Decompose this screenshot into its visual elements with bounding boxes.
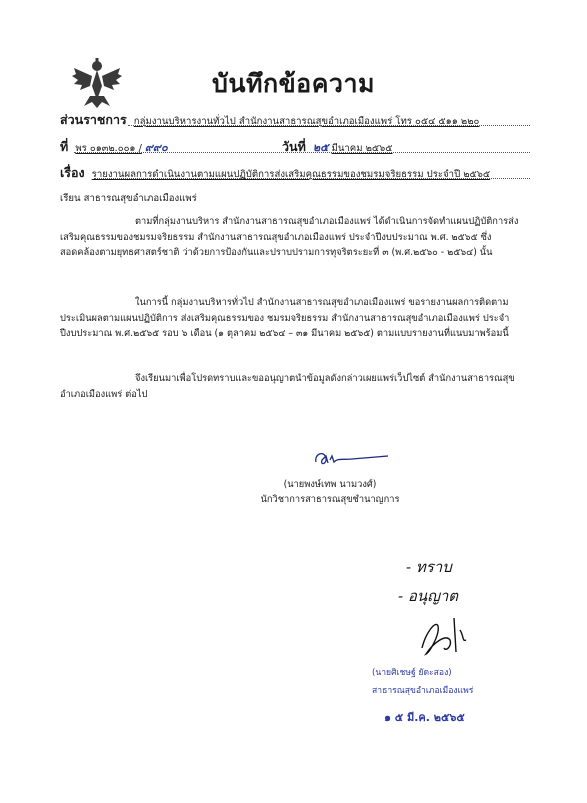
memo-title: บันทึกข้อความ [212, 69, 375, 98]
department-rule [128, 125, 530, 126]
paragraph-3-text: จึงเรียนมาเพื่อโปรดทราบและขออนุญาตนำข้อมูลดังกล่าวเผยแพร่เว็ปไซต์ สำนักงานสาธารณสุขอำเภอเมืองแพร่ ต่อไป [60, 373, 515, 400]
subject-label: เรื่อง [60, 165, 85, 180]
approver-signature [416, 612, 478, 658]
reference-rule [74, 152, 530, 153]
department-value: กลุ่มงานบริหารงานทั่วไป สำนักงานสาธารณสุขอำเภอเมืองแพร่ โทร ๐๕๔ ๕๑๑ ๒๒๐ [133, 116, 480, 127]
subject-rule [94, 178, 530, 179]
reference-value: พร ๐๑๓๒.๐๐๑ / [75, 143, 142, 154]
body-paragraph-1 [60, 214, 528, 261]
paragraph-2-text: ในการนี้ กลุ่มงานบริหารทั่วไป สำนักงานสาธารณสุขอำเภอเมืองแพร่ ขอรายงานผลการติดตามประเมินผลตามแผนปฏิบัติการ ส่งเสริมคุณธรรมของ ชมรมจริยธรรม สำนักงานสาธารณสุขอำเภอเมืองแพร่ ประจำปีงบประมาณ พ.ศ.๒๕๖๕ รอบ ๖ เดือน (๑ ตุลาคม ๒๕๖๔ – ๓๑ มีนาคม ๒๕๖๕) ตามแบบรายงานที่แนบมาพร้อมนี้ [60, 297, 510, 340]
date-handwritten: ๒๕ [312, 141, 329, 154]
subject-value: รายงานผลการดำเนินงานตามแผนปฏิบัติการส่งเสริมคุณธรรมของชมรมจริยธรรม ประจำปี ๒๕๖๕ [91, 169, 491, 180]
reference-label: ที่ [60, 139, 69, 154]
sender-position: นักวิชาการสาธารณสุขชำนาญการ [260, 494, 400, 505]
date-row [282, 137, 393, 157]
addressee: เรียน สาธารณสุขอำเภอเมืองแพร่ [60, 193, 197, 204]
subject-row [60, 163, 490, 183]
department-row [60, 110, 479, 130]
body-paragraph-3 [60, 371, 528, 402]
approver-name: (นายศิเชษฐ์ ยัดะสอง) [372, 668, 452, 678]
reference-row [60, 137, 168, 157]
date-label: วันที่ [282, 139, 306, 154]
sender-name: (นายพงษ์เทพ นามวงศ์) [283, 479, 377, 490]
sender-signature-block [230, 477, 430, 507]
approver-position: สาธารณสุขอำเภอเมืองแพร่ [372, 686, 474, 696]
approval-date-stamp: ๑ ๕ มี.ค. ๒๕๖๕ [384, 711, 465, 724]
reference-handwritten: ๙๙๐ [144, 141, 168, 154]
paragraph-1-text: ตามที่กลุ่มงานบริหาร สำนักงานสาธารณสุขอำเภอเมืองแพร่ ได้ดำเนินการจัดทำแผนปฏิบัติการส่งเสริมคุณธรรมของชมรมจริยธรรม สำนักงานสาธารณสุขอำเภอเมืองแพร่ ประจำปีงบประมาณ พ.ศ. ๒๕๖๕ ซึ่งสอดคล้องตามยุทธศาสตร์ชาติ ว่าด้วยการป้องกันและปราบปรามการทุจริตระยะที่ ๓ (พ.ศ.๒๕๖๐ - ๒๕๖๔) นั้น [60, 216, 519, 259]
handwritten-note-approved: - อนุญาต [398, 587, 459, 605]
department-label: ส่วนราชการ [60, 112, 127, 127]
date-value: มีนาคม ๒๕๖๕ [331, 143, 393, 154]
sender-signature [312, 448, 392, 470]
body-paragraph-2 [60, 295, 528, 342]
handwritten-note-acknowledged: - ทราบ [406, 558, 452, 576]
